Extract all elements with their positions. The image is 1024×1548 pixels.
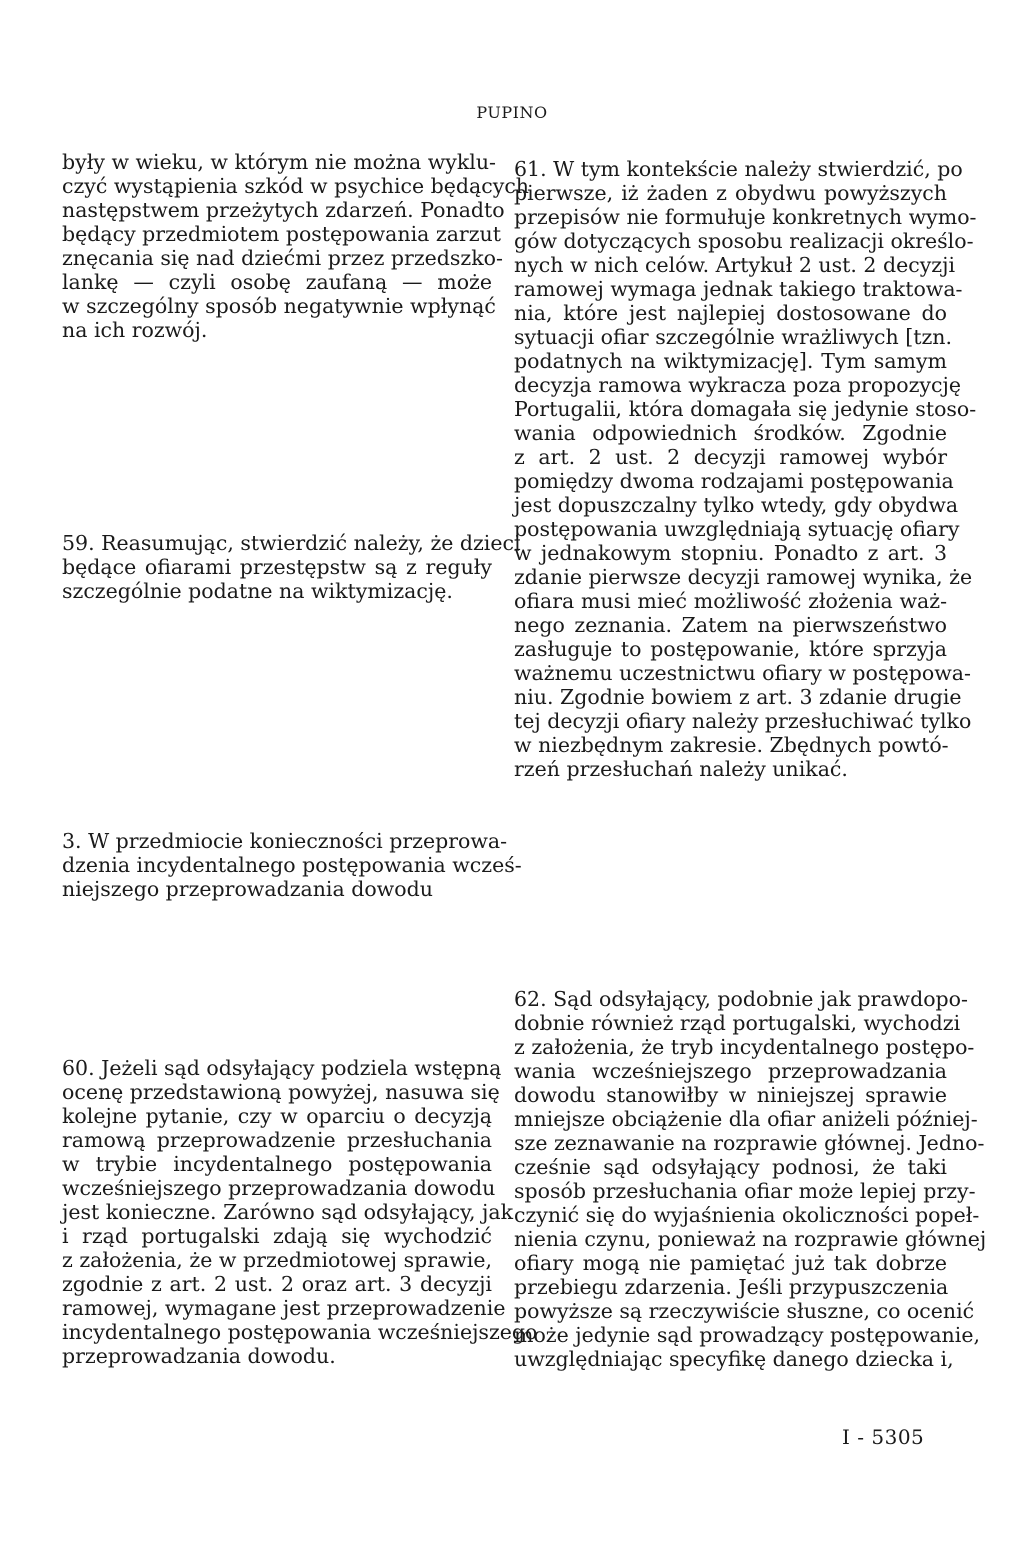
text-line: sze zeznawanie na rozprawie głównej. Jedno-	[514, 1131, 985, 1155]
text-line: lankę — czyli osobę zaufaną — może	[62, 270, 492, 294]
paragraph-59	[62, 531, 521, 603]
text-line: ważnemu uczestnictwu ofiary w postępowa-	[514, 661, 971, 685]
text-line: pierwsze, iż żaden z obydwu powyższych	[514, 181, 947, 205]
text-line: szczególnie podatne na wiktymizację.	[62, 579, 453, 603]
text-line: nych w nich celów. Artykuł 2 ust. 2 decyzji	[514, 253, 956, 277]
text-line: nego zeznania. Zatem na pierwszeństwo	[514, 613, 947, 637]
text-line: 3. W przedmiocie konieczności przeprowa-	[62, 829, 508, 853]
text-line: wania odpowiednich środków. Zgodnie	[514, 421, 947, 445]
text-line: ramowej wymaga jednak takiego traktowa-	[514, 277, 963, 301]
section-heading-3	[62, 829, 522, 901]
text-line: i rząd portugalski zdają się wychodzić	[62, 1224, 492, 1248]
text-line: z art. 2 ust. 2 decyzji ramowej wybór	[514, 445, 947, 469]
text-line: były w wieku, w którym nie można wyklu-	[62, 150, 496, 174]
text-line: przepisów nie formułuje konkretnych wymo-	[514, 205, 977, 229]
paragraph-62	[514, 987, 987, 1371]
paragraph-58-continuation	[62, 150, 530, 342]
text-line: zdanie pierwsze decyzji ramowej wynika, że	[514, 565, 973, 589]
text-line: sposób przesłuchania ofiar może lepiej przy-	[514, 1179, 976, 1203]
paragraph-61	[514, 157, 977, 781]
text-line: znęcania się nad dziećmi przez przedszko-	[62, 246, 503, 270]
text-line: 61. W tym kontekście należy stwierdzić, po	[514, 157, 963, 181]
text-line: Portugalii, która domagała się jedynie stoso-	[514, 397, 977, 421]
text-line: mniejsze obciążenie dla ofiar aniżeli później-	[514, 1107, 978, 1131]
text-line: kolejne pytanie, czy w oparciu o decyzją	[62, 1104, 492, 1128]
text-line: dowodu stanowiłby w niniejszej sprawie	[514, 1083, 947, 1107]
text-line: rzeń przesłuchań należy unikać.	[514, 757, 848, 781]
text-line: w jednakowym stopniu. Ponadto z art. 3	[514, 541, 947, 565]
paragraph-60	[62, 1056, 538, 1368]
text-line: jest dopuszczalny tylko wtedy, gdy obydwa	[514, 493, 959, 517]
text-line: z założenia, że tryb incydentalnego postępo-	[514, 1035, 975, 1059]
text-line: będący przedmiotem postępowania zarzut	[62, 222, 501, 246]
text-line: postępowania uwzględniają sytuację ofiary	[514, 517, 960, 541]
text-line: dobnie również rząd portugalski, wychodzi	[514, 1011, 961, 1035]
text-line: nia, które jest najlepiej dostosowane do	[514, 301, 947, 325]
text-line: jest konieczne. Zarówno sąd odsyłający, jak	[62, 1200, 514, 1224]
text-line: ofiary mogą nie pamiętać już tak dobrze	[514, 1251, 947, 1275]
text-line: może jedynie sąd prowadzący postępowanie,	[514, 1323, 980, 1347]
text-line: w niezbędnym zakresie. Zbędnych powtó-	[514, 733, 949, 757]
text-line: tej decyzji ofiary należy przesłuchiwać tylko	[514, 709, 972, 733]
text-line: przebiegu zdarzenia. Jeśli przypuszczenia	[514, 1275, 949, 1299]
text-line: gów dotyczących sposobu realizacji określo-	[514, 229, 974, 253]
text-line: 62. Sąd odsyłający, podobnie jak prawdopo-	[514, 987, 968, 1011]
text-line: powyższe są rzeczywiście słuszne, co ocenić	[514, 1299, 975, 1323]
text-line: podatnych na wiktymizację]. Tym samym	[514, 349, 947, 373]
text-line: niu. Zgodnie bowiem z art. 3 zdanie drugie	[514, 685, 962, 709]
text-line: przeprowadzania dowodu.	[62, 1344, 336, 1368]
text-line: w szczególny sposób negatywnie wpłynąć	[62, 294, 496, 318]
text-line: cześnie sąd odsyłający podnosi, że taki	[514, 1155, 947, 1179]
text-line: z założenia, że w przedmiotowej sprawie,	[62, 1248, 492, 1272]
text-line: czyć wystąpienia szkód w psychice będących	[62, 174, 530, 198]
text-line: na ich rozwój.	[62, 318, 208, 342]
text-line: 59. Reasumując, stwierdzić należy, że dzieci	[62, 531, 521, 555]
text-line: ocenę przedstawioną powyżej, nasuwa się	[62, 1080, 500, 1104]
text-line: sytuacji ofiar szczególnie wrażliwych [tzn.	[514, 325, 952, 349]
running-header: PUPINO	[476, 103, 548, 122]
text-line: pomiędzy dwoma rodzajami postępowania	[514, 469, 954, 493]
text-line: zasługuje to postępowanie, które sprzyja	[514, 637, 947, 661]
text-line: ramowej, wymagane jest przeprowadzenie	[62, 1296, 506, 1320]
text-line: wcześniejszego przeprowadzania dowodu	[62, 1176, 496, 1200]
text-line: incydentalnego postępowania wcześniejszego	[62, 1320, 538, 1344]
text-line: ramową przeprowadzenie przesłuchania	[62, 1128, 492, 1152]
text-line: uwzględniając specyfikę danego dziecka i,	[514, 1347, 954, 1371]
text-line: będące ofiarami przestępstw są z reguły	[62, 555, 492, 579]
text-line: 60. Jeżeli sąd odsyłający podziela wstępną	[62, 1056, 502, 1080]
text-line: zgodnie z art. 2 ust. 2 oraz art. 3 decyzji	[62, 1272, 492, 1296]
text-line: ofiara musi mieć możliwość złożenia waż-	[514, 589, 947, 613]
text-line: dzenia incydentalnego postępowania wcześ-	[62, 853, 522, 877]
text-line: nienia czynu, ponieważ na rozprawie głównej	[514, 1227, 987, 1251]
text-line: wania wcześniejszego przeprowadzania	[514, 1059, 947, 1083]
text-line: następstwem przeżytych zdarzeń. Ponadto	[62, 198, 505, 222]
text-line: czynić się do wyjaśnienia okoliczności popeł-	[514, 1203, 980, 1227]
page-number: I - 5305	[842, 1425, 925, 1449]
text-line: w trybie incydentalnego postępowania	[62, 1152, 492, 1176]
text-line: niejszego przeprowadzania dowodu	[62, 877, 433, 901]
text-line: decyzja ramowa wykracza poza propozycję	[514, 373, 961, 397]
